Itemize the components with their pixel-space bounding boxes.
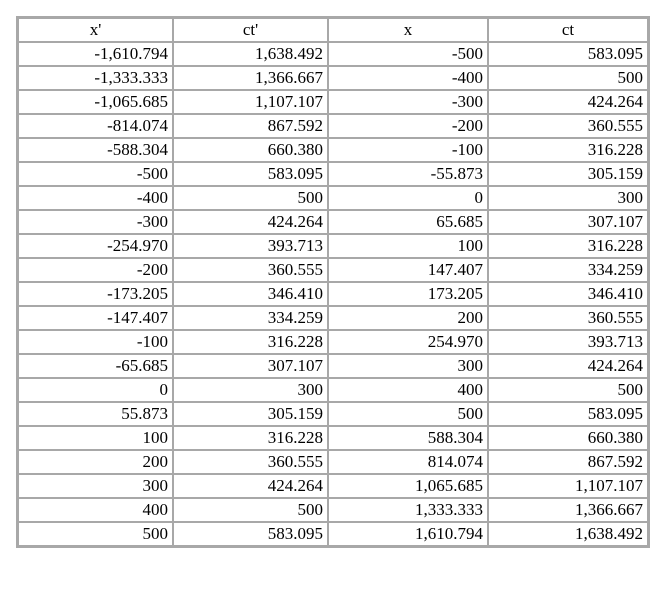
table-row <box>18 306 648 330</box>
cell-ct-prime: 583.095 <box>173 162 328 186</box>
cell-x: -55.873 <box>328 162 488 186</box>
cell-ct-prime: 360.555 <box>173 258 328 282</box>
coordinate-table <box>16 16 650 548</box>
cell-x-prime: 500 <box>18 522 173 546</box>
table-row <box>18 402 648 426</box>
table-row <box>18 162 648 186</box>
table-row <box>18 258 648 282</box>
data-table-container <box>16 16 646 548</box>
cell-x-prime: 55.873 <box>18 402 173 426</box>
cell-x-prime: 0 <box>18 378 173 402</box>
cell-ct: 1,638.492 <box>488 522 648 546</box>
cell-ct-prime: 305.159 <box>173 402 328 426</box>
cell-ct-prime: 300 <box>173 378 328 402</box>
cell-x: 400 <box>328 378 488 402</box>
cell-ct-prime: 424.264 <box>173 474 328 498</box>
cell-ct: 334.259 <box>488 258 648 282</box>
cell-x-prime: -500 <box>18 162 173 186</box>
table-row <box>18 186 648 210</box>
cell-x: 1,065.685 <box>328 474 488 498</box>
cell-ct-prime: 424.264 <box>173 210 328 234</box>
table-row <box>18 330 648 354</box>
cell-ct: 583.095 <box>488 402 648 426</box>
header-x-prime: x' <box>18 18 173 42</box>
cell-x-prime: -100 <box>18 330 173 354</box>
cell-x-prime: 300 <box>18 474 173 498</box>
cell-x: -100 <box>328 138 488 162</box>
cell-ct: 360.555 <box>488 306 648 330</box>
table-row <box>18 474 648 498</box>
header-ct: ct <box>488 18 648 42</box>
cell-ct: 346.410 <box>488 282 648 306</box>
cell-ct-prime: 500 <box>173 498 328 522</box>
cell-ct-prime: 346.410 <box>173 282 328 306</box>
cell-ct: 316.228 <box>488 234 648 258</box>
table-row <box>18 426 648 450</box>
table-row <box>18 42 648 66</box>
cell-x-prime: -147.407 <box>18 306 173 330</box>
cell-x-prime: 100 <box>18 426 173 450</box>
cell-ct: 424.264 <box>488 354 648 378</box>
cell-x: 1,610.794 <box>328 522 488 546</box>
cell-x: 814.074 <box>328 450 488 474</box>
table-row <box>18 114 648 138</box>
cell-ct-prime: 1,638.492 <box>173 42 328 66</box>
cell-ct-prime: 316.228 <box>173 330 328 354</box>
cell-ct: 300 <box>488 186 648 210</box>
cell-ct: 867.592 <box>488 450 648 474</box>
cell-ct-prime: 660.380 <box>173 138 328 162</box>
cell-ct: 583.095 <box>488 42 648 66</box>
cell-x: 588.304 <box>328 426 488 450</box>
cell-ct: 1,107.107 <box>488 474 648 498</box>
cell-x: -300 <box>328 90 488 114</box>
cell-x: 0 <box>328 186 488 210</box>
cell-x-prime: -200 <box>18 258 173 282</box>
cell-ct-prime: 500 <box>173 186 328 210</box>
cell-x-prime: 200 <box>18 450 173 474</box>
cell-ct-prime: 334.259 <box>173 306 328 330</box>
cell-ct-prime: 1,366.667 <box>173 66 328 90</box>
cell-x: 147.407 <box>328 258 488 282</box>
cell-ct: 360.555 <box>488 114 648 138</box>
table-row <box>18 234 648 258</box>
cell-ct-prime: 307.107 <box>173 354 328 378</box>
cell-ct: 660.380 <box>488 426 648 450</box>
cell-x-prime: -254.970 <box>18 234 173 258</box>
table-row <box>18 378 648 402</box>
cell-ct: 305.159 <box>488 162 648 186</box>
cell-ct-prime: 583.095 <box>173 522 328 546</box>
cell-ct: 500 <box>488 378 648 402</box>
cell-x-prime: -588.304 <box>18 138 173 162</box>
table-row <box>18 66 648 90</box>
cell-ct: 1,366.667 <box>488 498 648 522</box>
cell-x: -200 <box>328 114 488 138</box>
cell-x-prime: -1,333.333 <box>18 66 173 90</box>
cell-ct: 393.713 <box>488 330 648 354</box>
cell-x-prime: -173.205 <box>18 282 173 306</box>
header-x: x <box>328 18 488 42</box>
table-row <box>18 138 648 162</box>
table-row <box>18 90 648 114</box>
table-row <box>18 450 648 474</box>
table-body <box>18 42 648 546</box>
cell-x-prime: 400 <box>18 498 173 522</box>
header-ct-prime: ct' <box>173 18 328 42</box>
cell-x-prime: -814.074 <box>18 114 173 138</box>
cell-ct-prime: 360.555 <box>173 450 328 474</box>
cell-ct-prime: 316.228 <box>173 426 328 450</box>
table-row <box>18 522 648 546</box>
cell-ct: 500 <box>488 66 648 90</box>
cell-x: 200 <box>328 306 488 330</box>
cell-x: -500 <box>328 42 488 66</box>
cell-x: 1,333.333 <box>328 498 488 522</box>
cell-x: 254.970 <box>328 330 488 354</box>
cell-x-prime: -65.685 <box>18 354 173 378</box>
cell-ct: 424.264 <box>488 90 648 114</box>
cell-x: 500 <box>328 402 488 426</box>
cell-x-prime: -300 <box>18 210 173 234</box>
cell-x: 173.205 <box>328 282 488 306</box>
cell-ct: 316.228 <box>488 138 648 162</box>
cell-x: 65.685 <box>328 210 488 234</box>
table-row <box>18 498 648 522</box>
cell-ct: 307.107 <box>488 210 648 234</box>
cell-x-prime: -400 <box>18 186 173 210</box>
cell-x: 300 <box>328 354 488 378</box>
table-row <box>18 282 648 306</box>
cell-ct-prime: 393.713 <box>173 234 328 258</box>
table-header <box>18 18 648 42</box>
table-row <box>18 210 648 234</box>
cell-x: -400 <box>328 66 488 90</box>
cell-x-prime: -1,610.794 <box>18 42 173 66</box>
cell-x-prime: -1,065.685 <box>18 90 173 114</box>
cell-ct-prime: 1,107.107 <box>173 90 328 114</box>
table-row <box>18 354 648 378</box>
header-row <box>18 18 648 42</box>
cell-ct-prime: 867.592 <box>173 114 328 138</box>
cell-x: 100 <box>328 234 488 258</box>
